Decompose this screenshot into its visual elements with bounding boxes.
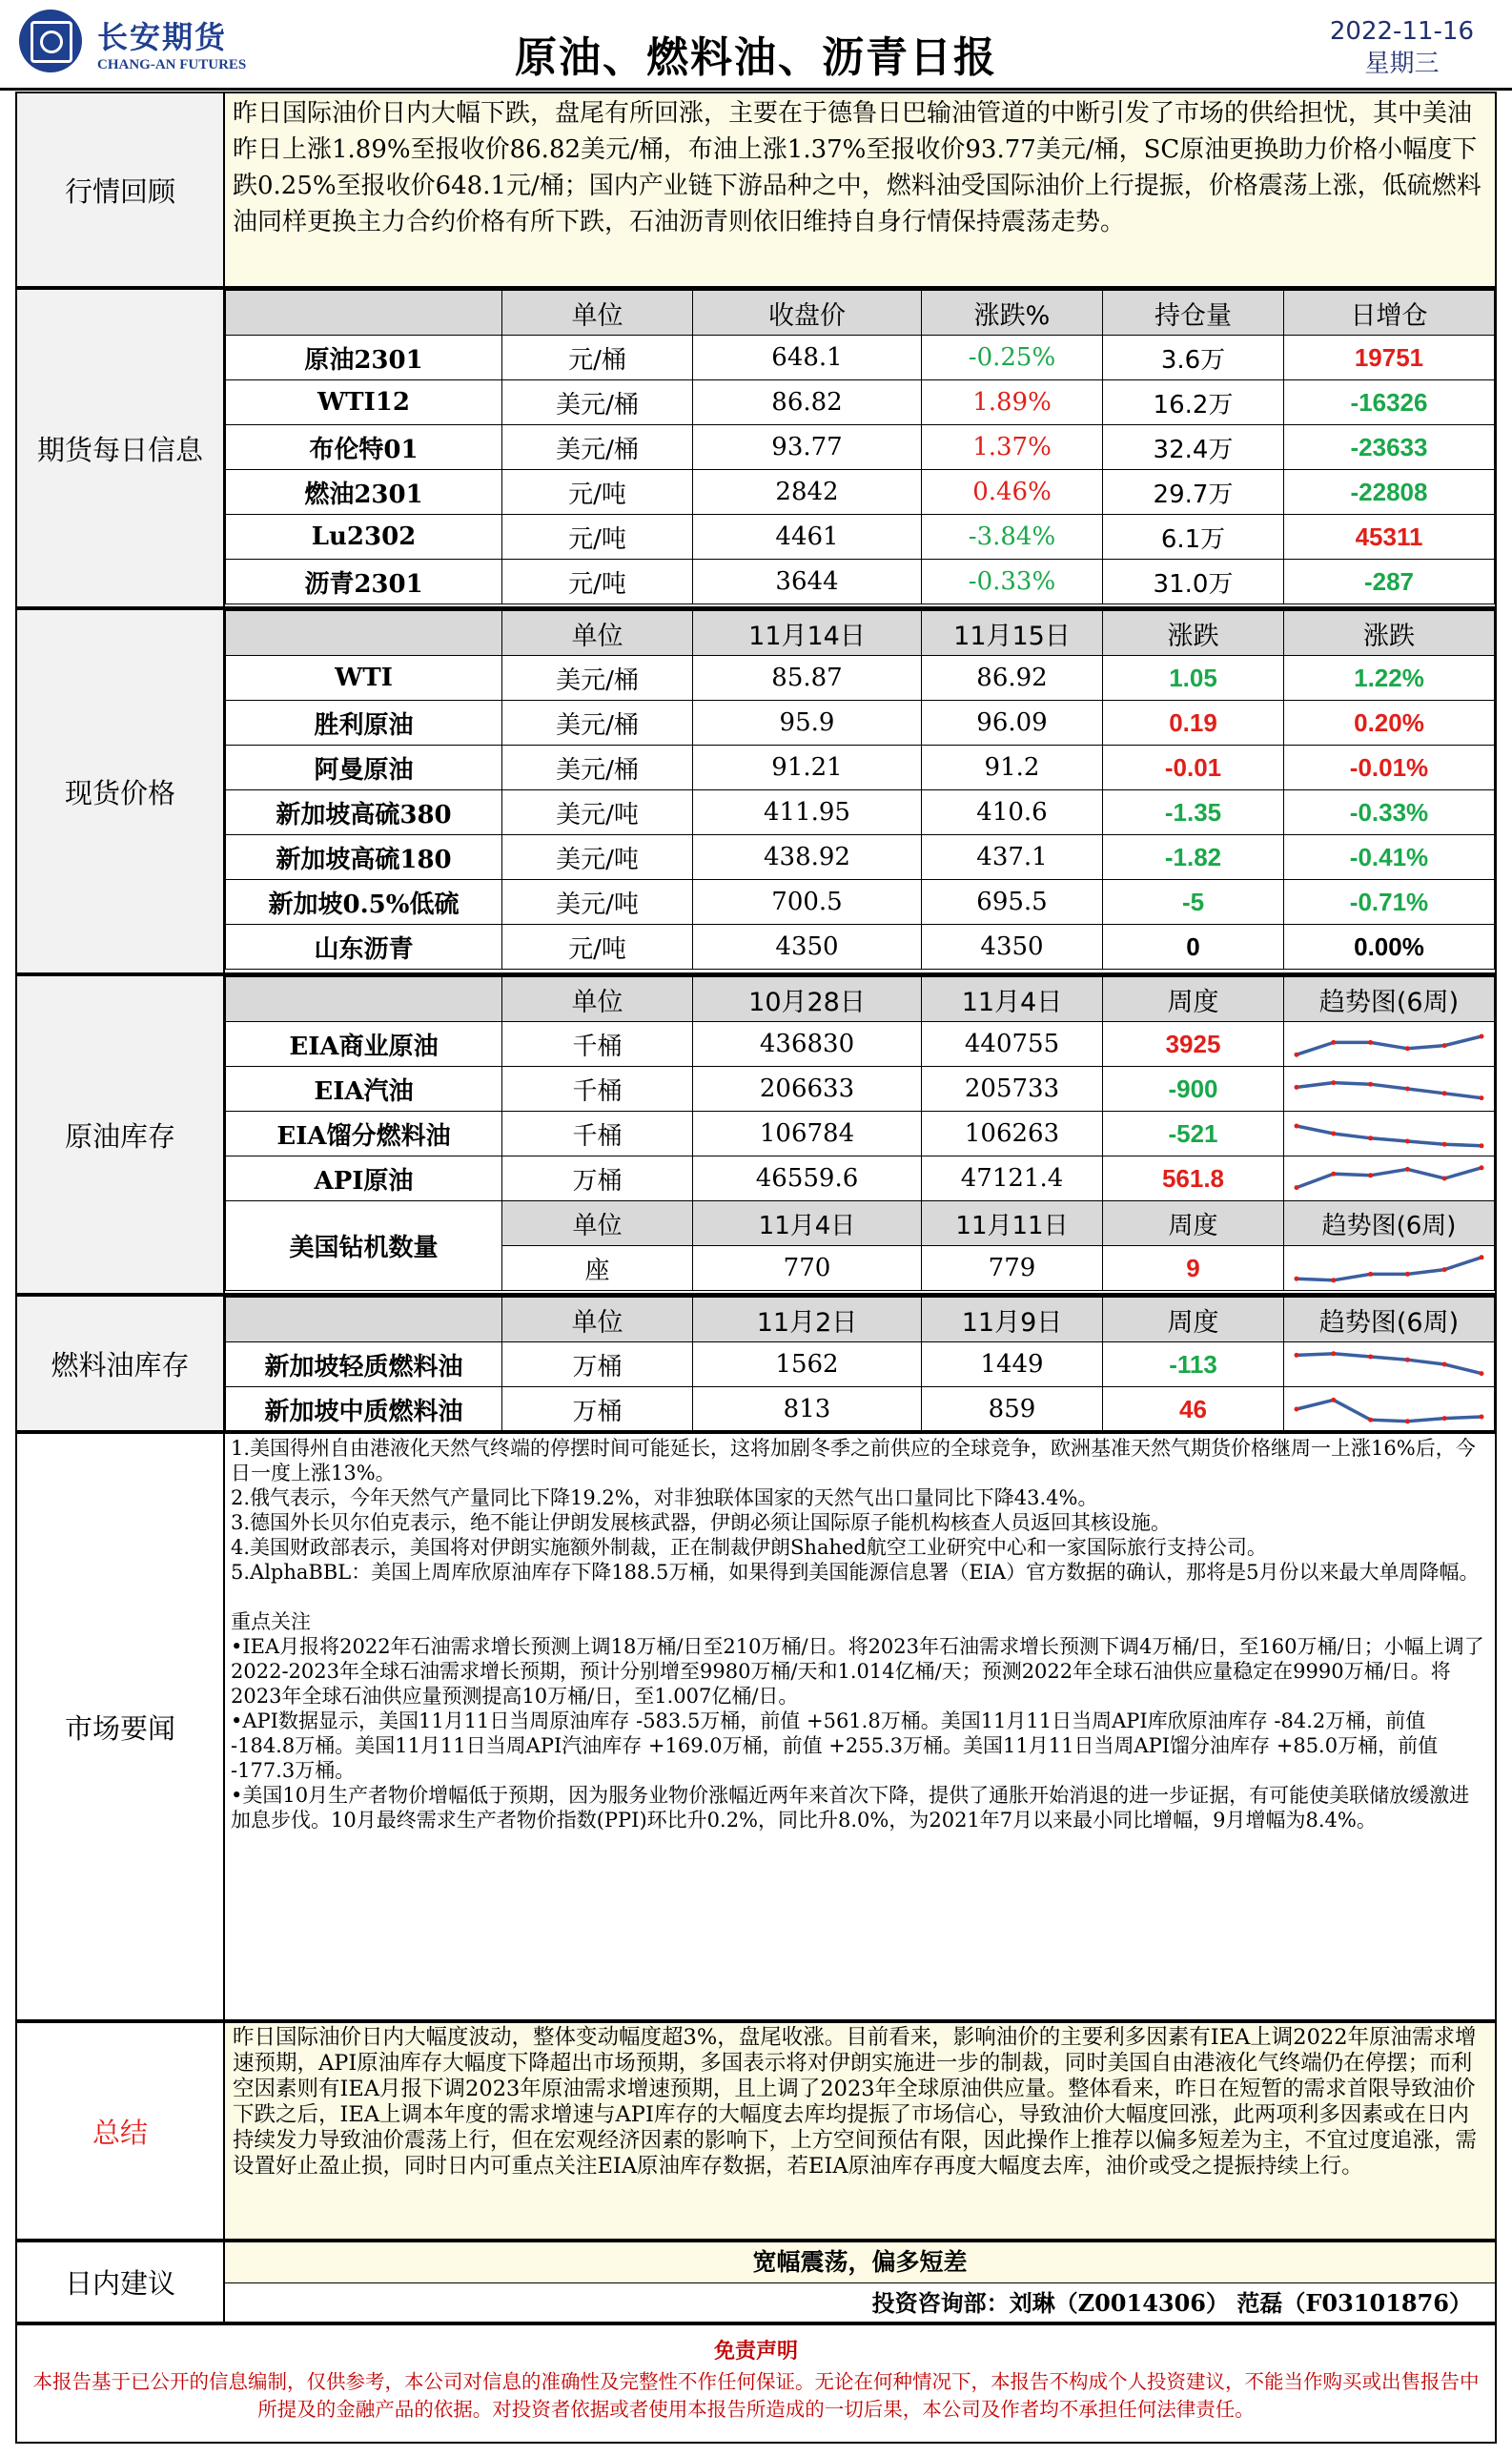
close-price: 2842 — [693, 470, 922, 515]
sparkline-point — [1442, 1043, 1447, 1048]
spot-name: 阿曼原油 — [226, 746, 502, 790]
spot-label: 现货价格 — [17, 610, 225, 972]
daily-oi-change: 19751 — [1284, 336, 1495, 380]
crude-header-row — [226, 977, 1495, 1022]
futures-header-row — [226, 291, 1495, 336]
column-header: 11月15日 — [922, 611, 1103, 656]
spot-section — [15, 608, 1497, 974]
price-change: -0.01 — [1103, 746, 1284, 790]
column-header: 趋势图(6周) — [1284, 1201, 1495, 1246]
consultant-info: 投资咨询部：刘琳（Z0014306） 范磊（F03101876） — [871, 2289, 1472, 2317]
report-date: 2022-11-16 — [1329, 17, 1474, 46]
sparkline-line — [1297, 1126, 1481, 1146]
change-percent: 0.46% — [922, 470, 1103, 515]
report-date-block — [1330, 15, 1474, 80]
futures-row — [226, 470, 1495, 515]
open-interest: 29.7万 — [1103, 470, 1284, 515]
unit-cell: 美元/桶 — [502, 746, 693, 790]
sparkline-line — [1297, 1083, 1481, 1098]
sparkline-point — [1295, 1124, 1299, 1129]
sparkline-point — [1295, 1407, 1299, 1412]
sparkline-line — [1297, 1258, 1481, 1280]
contract-name: WTI12 — [226, 380, 502, 425]
inventory-prev: 436830 — [693, 1022, 922, 1067]
spot-name: 山东沥青 — [226, 925, 502, 970]
price-day2: 91.2 — [922, 746, 1103, 790]
change-percent: 1.37% — [922, 425, 1103, 470]
price-change: -1.35 — [1103, 790, 1284, 835]
close-price: 86.82 — [693, 380, 922, 425]
sparkline-point — [1295, 1185, 1299, 1190]
spot-row — [226, 925, 1495, 970]
news-body — [225, 1434, 1495, 2019]
inventory-name: 新加坡中质燃料油 — [226, 1387, 502, 1432]
focus-item: •IEA月报将2022年石油需求增长预测上调18万桶/日至210万桶/日。将2023年石油需求增长预测下调4万桶/日，至160万桶/日；小幅上调了2022-2023年全球石油需求增长预期，预计分别增至9980万桶/天和1.014亿桶/天；预测2022年全球石油供应量稳定在9990万桶/日。将2023年全球石油供应量预测提高10万桶/日，至1.007亿桶/日。 — [231, 1635, 1484, 1708]
unit-cell: 美元/桶 — [502, 380, 693, 425]
sparkline-point — [1405, 1358, 1410, 1362]
focus-item: •美国10月生产者物价增幅低于预期，因为服务业物价涨幅近两年来首次下降，提供了通胀开始消退的进一步证据，有可能使美联储放缓激进加息步伐。10月最终需求生产者物价指数(PPI)环比升0.2%，同比升8.0%，为2021年7月以来最小同比增幅，9月增幅为8.4%。 — [231, 1784, 1470, 1832]
sparkline-point — [1331, 1172, 1336, 1177]
sparkline-point — [1295, 1353, 1299, 1358]
sparkline-point — [1405, 1419, 1410, 1423]
close-price: 93.77 — [693, 425, 922, 470]
sparkline-point — [1331, 1351, 1336, 1356]
sparkline-point — [1331, 1040, 1336, 1045]
disclaimer-box — [15, 2323, 1497, 2444]
market-review-section — [15, 92, 1497, 288]
daily-oi-change: -22808 — [1284, 470, 1495, 515]
column-header: 单位 — [502, 977, 693, 1022]
spot-row — [226, 746, 1495, 790]
inventory-prev: 106784 — [693, 1112, 922, 1156]
trend-sparkline-cell — [1284, 1342, 1495, 1387]
open-interest: 6.1万 — [1103, 515, 1284, 560]
sparkline-point — [1442, 1267, 1447, 1272]
close-price: 648.1 — [693, 336, 922, 380]
sparkline-point — [1295, 1085, 1299, 1090]
rig-count-name: 美国钻机数量 — [226, 1201, 502, 1291]
sparkline-point — [1295, 1053, 1299, 1057]
price-change-percent: -0.71% — [1284, 880, 1495, 925]
column-header: 涨跌 — [1284, 611, 1495, 656]
trend-sparkline — [1289, 1159, 1489, 1197]
column-header: 周度 — [1103, 1201, 1284, 1246]
spot-name: 胜利原油 — [226, 701, 502, 746]
sparkline-point — [1368, 1272, 1373, 1277]
inventory-name: 新加坡轻质燃料油 — [226, 1342, 502, 1387]
sparkline-point — [1480, 1415, 1484, 1420]
spot-row — [226, 790, 1495, 835]
price-day2: 86.92 — [922, 656, 1103, 701]
futures-section — [15, 288, 1497, 608]
sparkline-line — [1297, 1168, 1481, 1188]
price-change-percent: -0.33% — [1284, 790, 1495, 835]
futures-label: 期货每日信息 — [17, 290, 225, 606]
unit-cell: 美元/桶 — [502, 656, 693, 701]
unit-cell: 元/桶 — [502, 336, 693, 380]
sparkline-point — [1368, 1040, 1373, 1045]
sparkline-point — [1331, 1398, 1336, 1402]
trend-sparkline-cell — [1284, 1387, 1495, 1432]
close-price: 4461 — [693, 515, 922, 560]
price-day1: 700.5 — [693, 880, 922, 925]
spot-name: 新加坡高硫380 — [226, 790, 502, 835]
weekly-change: -521 — [1103, 1112, 1284, 1156]
unit-cell: 元/吨 — [502, 560, 693, 604]
futures-row — [226, 425, 1495, 470]
sparkline-point — [1405, 1139, 1410, 1144]
trend-sparkline — [1289, 1025, 1489, 1063]
sparkline-point — [1331, 1278, 1336, 1282]
daily-oi-change: 45311 — [1284, 515, 1495, 560]
inventory-prev: 46559.6 — [693, 1156, 922, 1201]
column-header: 11月4日 — [922, 977, 1103, 1022]
spot-row — [226, 835, 1495, 880]
column-header: 单位 — [502, 1298, 693, 1342]
price-day1: 4350 — [693, 925, 922, 970]
futures-table — [225, 290, 1495, 604]
sparkline-line — [1297, 1400, 1481, 1421]
weekly-change: -113 — [1103, 1342, 1284, 1387]
column-header: 周度 — [1103, 1298, 1284, 1342]
news-label: 市场要闻 — [17, 1434, 225, 2019]
futures-row — [226, 380, 1495, 425]
intraday-section — [15, 2241, 1497, 2323]
sparkline-point — [1480, 1034, 1484, 1039]
trend-sparkline — [1289, 1249, 1489, 1287]
brand-name-cn: 长安期货 — [97, 19, 228, 55]
focus-item: •API数据显示，美国11月11日当周原油库存 -583.5万桶，前值 +561.8万桶。美国11月11日当周API库欣原油库存 -84.2万桶，前值 -184.8万桶。美国11月11日当周API汽油库存 +169.0万桶，前值 +255.3万桶。美国11月11日当周API馏分油库存 +85.0万桶，前值 -177.3万桶。 — [231, 1709, 1439, 1782]
column-header: 涨跌 — [1103, 611, 1284, 656]
sparkline-point — [1480, 1095, 1484, 1100]
futures-row — [226, 560, 1495, 604]
unit-cell: 千桶 — [502, 1022, 693, 1067]
unit-cell: 美元/吨 — [502, 835, 693, 880]
intraday-advice: 宽幅震荡，偏多短差 — [225, 2242, 1495, 2283]
column-header: 趋势图(6周) — [1284, 1298, 1495, 1342]
spot-name: WTI — [226, 656, 502, 701]
column-header: 涨跌% — [922, 291, 1103, 336]
intraday-label: 日内建议 — [17, 2242, 225, 2322]
inventory-name: API原油 — [226, 1156, 502, 1201]
price-day1: 411.95 — [693, 790, 922, 835]
inventory-prev: 813 — [693, 1387, 922, 1432]
trend-sparkline — [1289, 1070, 1489, 1108]
column-header: 10月28日 — [693, 977, 922, 1022]
price-change: -1.82 — [1103, 835, 1284, 880]
disclaimer-text: 本报告基于已公开的信息编制，仅供参考，本公司对信息的准确性及完整性不作任何保证。无论在何种情况下，本报告不构成个人投资建议，不能当作购买或出售报告中所提及的金融产品的依据。对投资者依据或者使用本报告所造成的一切后果，本公司及作者均不承担任何法律责任。 — [32, 2370, 1480, 2421]
futures-row — [226, 515, 1495, 560]
contract-name: Lu2302 — [226, 515, 502, 560]
price-day1: 95.9 — [693, 701, 922, 746]
news-section — [15, 1432, 1497, 2021]
spot-table — [225, 610, 1495, 970]
news-item: 3.德国外长贝尔伯克表示，绝不能让伊朗发展核武器，伊朗必须让国际原子能机构核查人员返回其核设施。 — [231, 1511, 1172, 1534]
price-change: 0 — [1103, 925, 1284, 970]
change-percent: -3.84% — [922, 515, 1103, 560]
column-header: 收盘价 — [693, 291, 922, 336]
sparkline-point — [1442, 1142, 1447, 1147]
price-day1: 91.21 — [693, 746, 922, 790]
sparkline-line — [1297, 1036, 1481, 1054]
daily-oi-change: -16326 — [1284, 380, 1495, 425]
focus-title: 重点关注 — [231, 1610, 311, 1633]
unit-cell: 美元/桶 — [502, 425, 693, 470]
column-header: 11月11日 — [922, 1201, 1103, 1246]
news-item: 4.美国财政部表示，美国将对伊朗实施额外制裁，正在制裁伊朗Shahed航空工业研究中心和一家国际旅行支持公司。 — [231, 1536, 1267, 1559]
crude-inventory-section — [15, 974, 1497, 1295]
spot-header-row — [226, 611, 1495, 656]
unit-cell: 元/吨 — [502, 515, 693, 560]
daily-oi-change: -287 — [1284, 560, 1495, 604]
unit-cell: 千桶 — [502, 1067, 693, 1112]
rig-latest: 779 — [922, 1246, 1103, 1291]
unit-cell: 美元/吨 — [502, 790, 693, 835]
trend-sparkline — [1289, 1115, 1489, 1153]
sparkline-point — [1405, 1046, 1410, 1051]
unit-cell: 元/吨 — [502, 470, 693, 515]
report-weekday: 星期三 — [1364, 50, 1440, 78]
price-change-percent: -0.41% — [1284, 835, 1495, 880]
price-day1: 438.92 — [693, 835, 922, 880]
report-title: 原油、燃料油、沥青日报 — [515, 33, 997, 82]
inventory-latest: 1449 — [922, 1342, 1103, 1387]
sparkline-point — [1442, 1091, 1447, 1095]
unit-cell: 万桶 — [502, 1342, 693, 1387]
close-price: 3644 — [693, 560, 922, 604]
column-header: 11月9日 — [922, 1298, 1103, 1342]
trend-sparkline-cell — [1284, 1246, 1495, 1291]
inventory-latest: 859 — [922, 1387, 1103, 1432]
price-day2: 96.09 — [922, 701, 1103, 746]
inventory-prev: 1562 — [693, 1342, 922, 1387]
sparkline-point — [1331, 1080, 1336, 1085]
disclaimer-title: 免责声明 — [713, 2339, 798, 2364]
column-header: 11月2日 — [693, 1298, 922, 1342]
sparkline-point — [1480, 1165, 1484, 1170]
price-day2: 437.1 — [922, 835, 1103, 880]
trend-sparkline-cell — [1284, 1112, 1495, 1156]
contract-name: 布伦特01 — [226, 425, 502, 470]
sparkline-point — [1295, 1277, 1299, 1281]
price-change: -5 — [1103, 880, 1284, 925]
inventory-row — [226, 1156, 1495, 1201]
trend-sparkline-cell — [1284, 1022, 1495, 1067]
spot-row — [226, 656, 1495, 701]
column-header — [226, 977, 502, 1022]
inventory-row — [226, 1387, 1495, 1432]
futures-row — [226, 336, 1495, 380]
weekly-change: 3925 — [1103, 1022, 1284, 1067]
unit-cell: 元/吨 — [502, 925, 693, 970]
crude-inventory-label: 原油库存 — [17, 976, 225, 1293]
sparkline-point — [1442, 1177, 1447, 1181]
unit-cell: 座 — [502, 1246, 693, 1291]
inventory-row — [226, 1112, 1495, 1156]
fuel-inventory-section — [15, 1295, 1497, 1432]
column-header: 单位 — [502, 291, 693, 336]
column-header: 趋势图(6周) — [1284, 977, 1495, 1022]
sparkline-point — [1442, 1362, 1447, 1367]
summary-text: 昨日国际油价日内大幅度波动，整体变动幅度超3%，盘尾收涨。目前看来，影响油价的主要利多因素有IEA上调2022年原油需求增速预期，API原油库存大幅度下降超出市场预期，多国表示将对伊朗实施进一步的制裁，同时美国自由港液化气终端仍在停摆；而利空因素则有IEA月报下调2023年原油需求增速预期，且上调了2023年全球原油供应量。整体看来，昨日在短暂的需求首限导致油价下跌之后，IEA上调本年度的需求增速与API库存的大幅度去库均提振了市场信心，导致油价大幅度回涨，此两项利多因素或在日内持续发力导致油价震荡上行，但在宏观经济因素的影响下，上方空间预估有限，因此操作上推荐以偏多短差为主，不宜过度追涨，需设置好止盈止损，同时日内可重点关注EIA原油库存数据，若EIA原油库存再度大幅度去库，油价或受之提振持续上行。 — [225, 2023, 1495, 2239]
trend-sparkline — [1289, 1390, 1489, 1428]
sparkline-point — [1368, 1355, 1373, 1360]
fuel-header-row — [226, 1298, 1495, 1342]
spot-name: 新加坡高硫180 — [226, 835, 502, 880]
price-change-percent: 0.00% — [1284, 925, 1495, 970]
inventory-name: EIA馏分燃料油 — [226, 1112, 502, 1156]
price-day2: 410.6 — [922, 790, 1103, 835]
price-change: 1.05 — [1103, 656, 1284, 701]
unit-cell: 万桶 — [502, 1156, 693, 1201]
open-interest: 32.4万 — [1103, 425, 1284, 470]
spot-row — [226, 880, 1495, 925]
column-header — [226, 1298, 502, 1342]
news-item: 5.AlphaBBL：美国上周库欣原油库存下降188.5万桶，如果得到美国能源信息署（EIA）官方数据的确认，那将是5月份以来最大单周降幅。 — [231, 1561, 1480, 1584]
trend-sparkline — [1289, 1345, 1489, 1383]
sparkline-line — [1297, 1354, 1481, 1374]
rig-prev: 770 — [693, 1246, 922, 1291]
column-header: 单位 — [502, 611, 693, 656]
change-percent: -0.25% — [922, 336, 1103, 380]
rig-header-row — [226, 1201, 1495, 1246]
sparkline-point — [1331, 1132, 1336, 1136]
weekly-change: 561.8 — [1103, 1156, 1284, 1201]
open-interest: 3.6万 — [1103, 336, 1284, 380]
inventory-latest: 205733 — [922, 1067, 1103, 1112]
inventory-latest: 440755 — [922, 1022, 1103, 1067]
sparkline-point — [1405, 1167, 1410, 1172]
sparkline-point — [1480, 1255, 1484, 1259]
sparkline-point — [1480, 1143, 1484, 1148]
fuel-inventory-label: 燃料油库存 — [17, 1297, 225, 1430]
price-change-percent: -0.01% — [1284, 746, 1495, 790]
news-item: 2.俄气表示，今年天然气产量同比下降19.2%，对非独联体国家的天然气出口量同比下降43.4%。 — [231, 1486, 1098, 1509]
sparkline-point — [1442, 1416, 1447, 1421]
open-interest: 16.2万 — [1103, 380, 1284, 425]
price-change-percent: 0.20% — [1284, 701, 1495, 746]
weekly-change: -900 — [1103, 1067, 1284, 1112]
column-header: 单位 — [502, 1201, 693, 1246]
inventory-row — [226, 1067, 1495, 1112]
contract-name: 沥青2301 — [226, 560, 502, 604]
trend-sparkline-cell — [1284, 1067, 1495, 1112]
fuel-inventory-table — [225, 1297, 1495, 1432]
spot-name: 新加坡0.5%低硫 — [226, 880, 502, 925]
contract-name: 原油2301 — [226, 336, 502, 380]
inventory-latest: 47121.4 — [922, 1156, 1103, 1201]
summary-label: 总结 — [17, 2023, 225, 2239]
open-interest: 31.0万 — [1103, 560, 1284, 604]
sparkline-point — [1368, 1418, 1373, 1422]
weekly-change: 9 — [1103, 1246, 1284, 1291]
price-day2: 4350 — [922, 925, 1103, 970]
weekly-change: 46 — [1103, 1387, 1284, 1432]
crude-inventory-table — [225, 976, 1495, 1291]
spot-row — [226, 701, 1495, 746]
contract-name: 燃油2301 — [226, 470, 502, 515]
inventory-name: EIA汽油 — [226, 1067, 502, 1112]
change-percent: -0.33% — [922, 560, 1103, 604]
unit-cell: 美元/桶 — [502, 701, 693, 746]
summary-section — [15, 2021, 1497, 2241]
inventory-row — [226, 1022, 1495, 1067]
news-item: 1.美国得州自由港液化天然气终端的停摆时间可能延长，这将加剧冬季之前供应的全球竞争，欧洲基准天然气期货价格继周一上涨16%后，今日一度上涨13%。 — [231, 1437, 1476, 1484]
sparkline-point — [1405, 1087, 1410, 1092]
column-header: 周度 — [1103, 977, 1284, 1022]
report-header — [0, 0, 1512, 91]
column-header: 11月14日 — [693, 611, 922, 656]
price-day2: 695.5 — [922, 880, 1103, 925]
inventory-name: EIA商业原油 — [226, 1022, 502, 1067]
inventory-row — [226, 1342, 1495, 1387]
market-review-label: 行情回顾 — [17, 93, 225, 286]
sparkline-point — [1368, 1136, 1373, 1140]
change-percent: 1.89% — [922, 380, 1103, 425]
sparkline-point — [1405, 1272, 1410, 1277]
price-change: 0.19 — [1103, 701, 1284, 746]
sparkline-point — [1480, 1371, 1484, 1376]
column-header: 11月4日 — [693, 1201, 922, 1246]
market-review-text: 昨日国际油价日内大幅下跌，盘尾有所回涨，主要在于德鲁日巴输油管道的中断引发了市场的供给担忧，其中美油昨日上涨1.89%至报收价86.82美元/桶，布油上涨1.37%至报收价93.77美元/桶，SC原油更换助力价格小幅度下跌0.25%至报收价648.1元/桶；国内产业链下游品种之中，燃料油受国际油价上行提振，价格震荡上涨，低硫燃料油同样更换主力合约价格有所下跌，石油沥青则依旧维持自身行情保持震荡走势。 — [225, 93, 1495, 286]
unit-cell: 万桶 — [502, 1387, 693, 1432]
sparkline-point — [1368, 1082, 1373, 1087]
sparkline-point — [1368, 1173, 1373, 1177]
price-change-percent: 1.22% — [1284, 656, 1495, 701]
unit-cell: 美元/吨 — [502, 880, 693, 925]
column-header — [226, 291, 502, 336]
column-header: 持仓量 — [1103, 291, 1284, 336]
inventory-prev: 206633 — [693, 1067, 922, 1112]
column-header: 日增仓 — [1284, 291, 1495, 336]
column-header — [226, 611, 502, 656]
price-day1: 85.87 — [693, 656, 922, 701]
brand-name-en: CHANG-AN FUTURES — [97, 57, 247, 72]
unit-cell: 千桶 — [502, 1112, 693, 1156]
trend-sparkline-cell — [1284, 1156, 1495, 1201]
inventory-latest: 106263 — [922, 1112, 1103, 1156]
daily-oi-change: -23633 — [1284, 425, 1495, 470]
